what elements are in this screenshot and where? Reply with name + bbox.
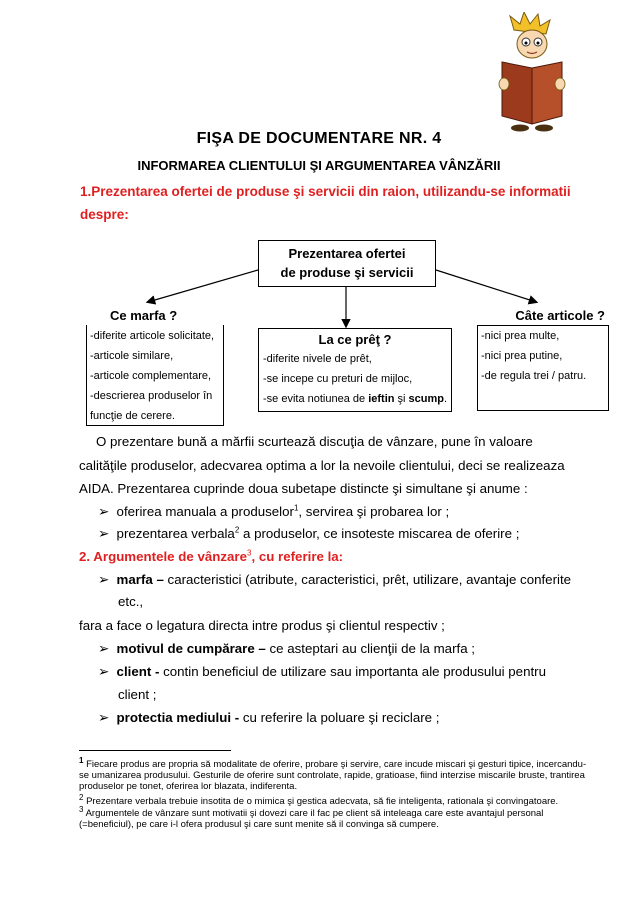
para-line: AIDA. Prezentarea cuprinde doua subetape distincte şi simultane şi anume : xyxy=(79,481,528,496)
bullet-text-rest: , servirea şi probarea lor ; xyxy=(298,504,450,519)
middle-box-item: -diferite nivele de prêt, xyxy=(263,353,372,365)
section-2-heading xyxy=(79,545,343,569)
center-box-line-1: Prezentarea ofertei xyxy=(288,246,406,261)
bullet-bold: marfa – xyxy=(116,572,164,587)
para-line: O prezentare bună a mărfii scurtează discuţia de vânzare, pune în valoare xyxy=(96,434,533,449)
left-box-frame xyxy=(86,325,224,426)
left-box-item: funcţie de cerere. xyxy=(90,410,175,422)
bullet-continuation: client ; xyxy=(118,687,157,702)
right-box-content xyxy=(481,306,607,386)
left-box-item: -articole similare, xyxy=(90,350,174,362)
footnote-1 xyxy=(79,755,589,792)
arrow-bullet-icon: ➢ xyxy=(98,664,110,679)
footnote-ref: 1 xyxy=(293,503,299,513)
bullet-item xyxy=(98,500,449,524)
bullet-item xyxy=(98,706,439,730)
left-box-item: -articole complementare, xyxy=(90,370,212,382)
section-1-line-1: 1.Prezentarea ofertei de produse şi servicii din raion, utilizandu-se informatii xyxy=(80,184,571,199)
diagram-middle-box xyxy=(258,328,452,412)
section-1-line-2: despre: xyxy=(80,207,129,222)
footnote-3 xyxy=(79,804,589,830)
footnote-text: Argumentele de vânzare sunt motivatii şi dovezi care il fac pe client să inteleaga care este avantajul personal (=beneficiul), pe care i-l ofera produsul şi care sunt menite să il convinga să cumpere. xyxy=(79,808,544,830)
middle-item-text: -se evita notiunea de xyxy=(263,393,366,405)
arrow-bullet-icon: ➢ xyxy=(98,572,110,587)
footnote-text: Prezentare verbala trebuie insotita de o mimica şi gestica adecvata, să fie inteligenta, rationala şi convingatoare. xyxy=(86,796,559,807)
scump-word: scump xyxy=(408,393,445,405)
bullet-text: oferirea manuala a produselor xyxy=(116,504,294,519)
ieftin-word: ieftin xyxy=(368,393,395,405)
bullet-item xyxy=(98,522,519,546)
arrow-bullet-icon: ➢ xyxy=(98,504,110,519)
bullet-bold: client - xyxy=(116,664,160,679)
arrow-bullet-icon: ➢ xyxy=(98,641,110,656)
right-box-item: -nici prea multe, xyxy=(481,330,560,342)
bullet-text-rest: contin beneficiul de utilizare sau importanta ale produsului pentru xyxy=(159,664,546,679)
page-title: FIŞA DE DOCUMENTARE NR. 4 xyxy=(196,130,442,147)
right-box-item: -de regula trei / patru. xyxy=(481,370,587,382)
arrow-bullet-icon: ➢ xyxy=(98,710,110,725)
footnote-separator xyxy=(79,750,231,751)
footnote-ref: 3 xyxy=(247,548,252,558)
page-subtitle: INFORMAREA CLIENTULUI ŞI ARGUMENTAREA VÂNZĂRII xyxy=(137,158,501,173)
middle-box-item-last xyxy=(259,389,451,409)
arrow-bullet-icon: ➢ xyxy=(98,526,110,541)
footnote-number: 2 xyxy=(79,792,84,802)
and-word: şi xyxy=(394,393,409,405)
middle-box-title: La ce prêţ ? xyxy=(318,332,392,347)
right-box-item: -nici prea putine, xyxy=(481,350,563,362)
bullet-text-rest: caracteristici (atribute, caracteristici, prêt, utilizare, avantaje conferite xyxy=(163,572,572,587)
bullet-text-rest: ce asteptari au clienţii de la marfa ; xyxy=(265,641,475,656)
footnote-number: 1 xyxy=(79,755,84,765)
period: . xyxy=(444,393,448,405)
right-box-title: Câte articole ? xyxy=(515,308,605,323)
bullet-bold: protectia mediului - xyxy=(116,710,240,725)
center-box-line-2: de produse şi servicii xyxy=(280,265,414,280)
bullet-text-rest: a produselor, ce insoteste miscarea de oferire ; xyxy=(239,526,520,541)
section-2-label: 2. Argumentele de vânzare xyxy=(79,549,247,564)
bullet-bold: motivul de cumpărare – xyxy=(116,641,266,656)
footnote-number: 3 xyxy=(79,804,84,814)
bullet-text-rest: cu referire la poluare şi reciclare ; xyxy=(239,710,440,725)
footnote-ref: 2 xyxy=(234,525,240,535)
bullet-text: prezentarea verbala xyxy=(116,526,235,541)
bullet-item xyxy=(98,660,578,684)
intro-paragraph xyxy=(79,430,589,501)
para-line: calităţile produselor, adecvarea optima a lor la nevoile clientului, deci se realizeaza xyxy=(79,457,565,473)
bullet-item xyxy=(98,637,475,661)
plain-line: fara a face o legatura directa intre produs şi clientul respectiv ; xyxy=(79,618,445,633)
diagram-center-box xyxy=(258,240,436,287)
footnote-2 xyxy=(79,792,589,807)
footnote-text: Fiecare produs are propria să modalitate de oferire, probare şi servire, care incude miscari şi gesturi tipice, incercandu-se umanizarea produsului. Gesturile de oferire sunt controlate, rapide, gratioase, fiind interzise miscarile bruste, trantirea produselor pe tonet, oferirea lor blazata, indiferenta. xyxy=(79,759,587,792)
left-box-title: Ce marfa ? xyxy=(110,308,178,323)
section-2-rest: , cu referire la: xyxy=(251,549,344,564)
left-box-item: -diferite articole solicitate, xyxy=(90,330,215,342)
left-box-item: -descrierea produselor în xyxy=(90,390,213,402)
middle-box-item: -se incepe cu preturi de mijloc, xyxy=(263,373,413,385)
bullet-continuation: etc., xyxy=(118,594,144,609)
bullet-item xyxy=(98,568,578,592)
